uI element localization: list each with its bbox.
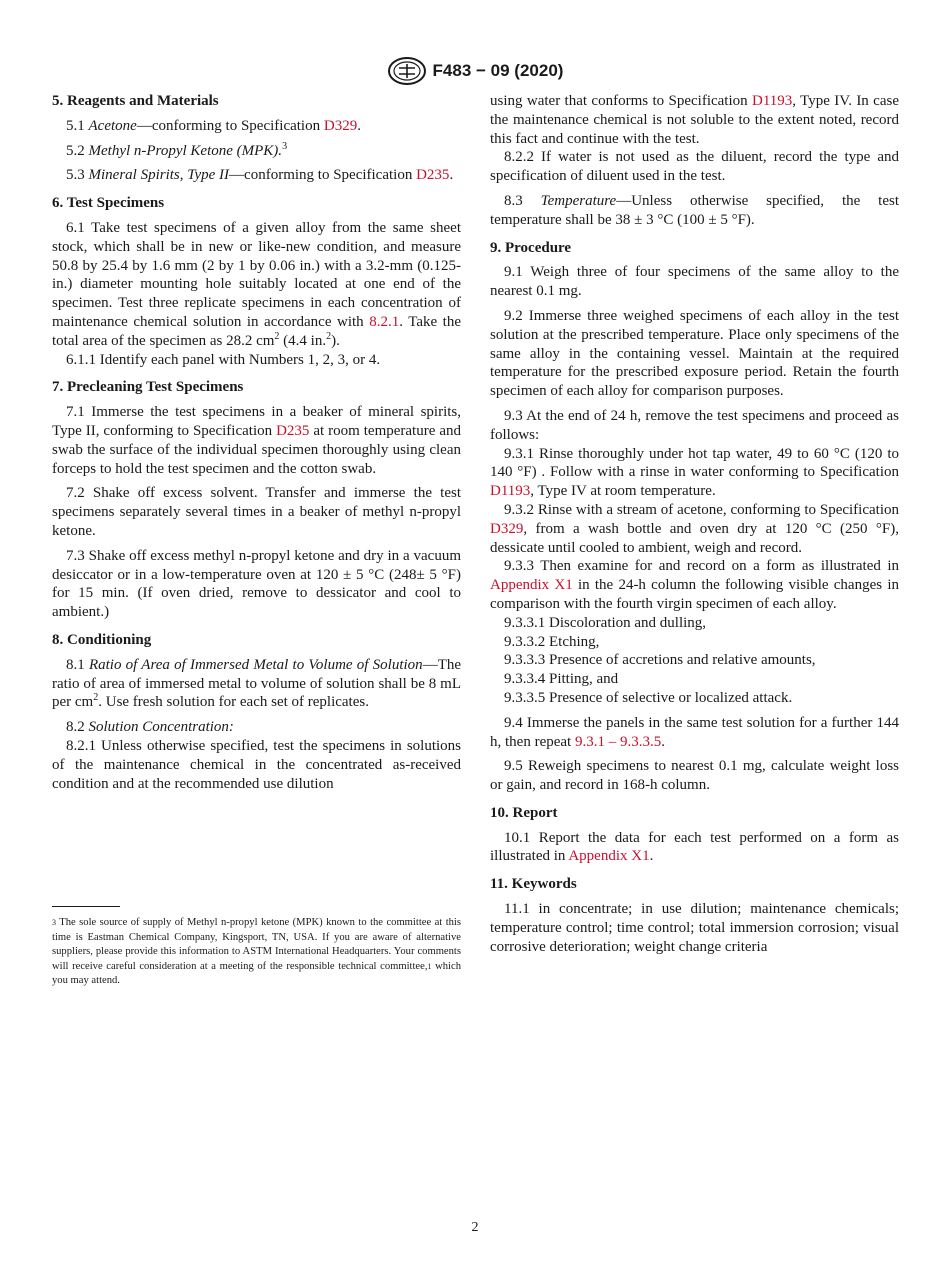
list-item: 9.3.3.1 Discoloration and dulling,: [504, 614, 707, 631]
section-8-heading: 8. Conditioning: [52, 631, 152, 648]
ref-link-d235[interactable]: D235: [416, 167, 450, 184]
para-6-1-1: 6.1.1 Identify each panel with Numbers 1, 2, 3, or 4.: [66, 351, 381, 368]
para-8-3: 8.3 Temperature—Unless otherwise specified, the test temperature shall be 38 ± 3 °C (100 ± 5 °F).: [490, 192, 900, 228]
ref-link-appendix-x1[interactable]: Appendix X1: [568, 848, 650, 865]
para-8-2-2: 8.2.2 If water is not used as the diluent, record the type and specification of diluent used in the test.: [490, 149, 899, 185]
list-item: 9.3.3.3 Presence of accretions and relative amounts,: [504, 652, 816, 669]
footnote-marker: 3: [282, 140, 288, 152]
para-6-1: 6.1 Take test specimens of a given alloy from the same sheet stock, which shall be in new or like-new condition, and measure 50.8 by 25.4 by 1.6 mm (2 by 1 by 0.06 in.) with a 3.2-mm (0.125-in.) diameter mounting hole suitably located at one end of the specimen. Test three replicate specimens in each concentration of maintenance chemical solution in accordance with 8.2.1. Take the total area of the specimen as 28.2 $cm^2$ (4.4 in.$^2$).: [52, 219, 461, 349]
list-item: 9.3.3.2 Etching,: [504, 633, 600, 650]
ref-link-9-3-1[interactable]: 9.3.1 – 9.3.3.5: [574, 733, 662, 750]
section-9-heading: 9. Procedure: [490, 239, 572, 256]
section-6-heading: 6. Test Specimens: [52, 195, 165, 212]
left-column: [52, 92, 461, 793]
section-5-heading: 5. Reagents and Materials: [52, 93, 219, 109]
section-10-heading: 10. Report: [490, 804, 558, 821]
ref-link-d1193[interactable]: D1193: [490, 483, 531, 500]
footnote: $^3$ The sole source of supply of Methyl n-propyl ketone (MPK) known to the committee at this time is Eastman Chemical Company, Kingsport, TN, USA. If you are aware of alternative suppliers, please provide this information to ASTM International Headquarters. Your comments will receive careful consideration at a meeting of the responsible technical committee,$^1$ which you may attend.: [52, 917, 461, 987]
document-id: F483 − 09 (2020): [432, 61, 564, 80]
para-5-1: 5.1 Acetone—conforming to Specification D329.: [66, 117, 361, 134]
para-9-3: 9.3 At the end of 24 h, remove the test specimens and proceed as follows:: [490, 407, 899, 443]
para-8-2-1-continued: using water that conforms to Specification D1193, Type IV. In case the maintenance chemical is not soluble to the extent noted, record this fact and continue with the test.: [490, 93, 899, 147]
para-8-2-1: 8.2.1 Unless otherwise specified, test the specimens in solutions of the maintenance chemical in the concentrated as-received condition and at the recommended use dilution: [52, 737, 461, 792]
ref-link-d329[interactable]: D329: [490, 520, 524, 537]
page-header: [0, 56, 950, 86]
right-column: [490, 92, 899, 956]
ref-link-8-2-1[interactable]: 8.2.1: [369, 313, 400, 330]
page-number: 2: [471, 1220, 479, 1235]
section-11-heading: 11. Keywords: [490, 876, 577, 893]
para-7-2: 7.2 Shake off excess solvent. Transfer and immerse the test specimens separately several times in a beaker of methyl n-propyl ketone.: [52, 485, 461, 539]
para-9-4: 9.4 Immerse the panels in the same test solution for a further 144 h, then repeat 9.3.1 – 9.3.3.5.: [490, 714, 899, 750]
para-9-1: 9.1 Weigh three of four specimens of the same alloy to the nearest 0.1 mg.: [490, 264, 899, 300]
ref-link-d329[interactable]: D329: [323, 117, 358, 134]
para-9-3-1: 9.3.1 Rinse thoroughly under hot tap water, 49 to 60 °C (120 to 140 °F) . Follow with a rinse in water conforming to Specification D1193, Type IV at room temperature.: [490, 445, 899, 500]
ref-link-d1193[interactable]: D1193: [752, 93, 793, 109]
para-10-1: 10.1 Report the data for each test performed on a form as illustrated in Appendix X1.: [490, 829, 899, 865]
para-9-3-2: 9.3.2 Rinse with a stream of acetone, conforming to Specification D329, from a wash bottle and oven dry at 120 °C (250 °F), dessicate until cooled to ambient, weigh and record.: [490, 501, 899, 556]
para-9-5: 9.5 Reweigh specimens to nearest 0.1 mg, calculate weight loss or gain, and record in 168-h column.: [490, 758, 899, 794]
section-7-heading: 7. Precleaning Test Specimens: [52, 379, 244, 396]
para-8-1: 8.1 Ratio of Area of Immersed Metal to Volume of Solution—The ratio of area of immersed metal to volume of solution shall be 8 mL per $cm^2$. Use fresh solution for each set of replicates.: [52, 656, 462, 711]
list-item: 9.3.3.5 Presence of selective or localized attack.: [504, 689, 793, 706]
astm-logo-icon: [387, 56, 427, 86]
ref-link-appendix-x1[interactable]: Appendix X1: [490, 577, 573, 594]
para-9-3-3: 9.3.3 Then examine for and record on a form as illustrated in Appendix X1 in the 24-h column the following visible changes in comparison with the fourth virgin specimen of each alloy.: [490, 558, 899, 612]
para-8-2: 8.2 Solution Concentration:: [66, 719, 234, 736]
ref-link-d235[interactable]: D235: [276, 422, 310, 439]
para-7-1: 7.1 Immerse the test specimens in a beaker of mineral spirits, Type II, conforming to Specification D235 at room temperature and swab the surface of the individual specimen thoroughly using clean forceps to hold the test specimen and the cotton swab.: [52, 404, 461, 477]
para-7-3: 7.3 Shake off excess methyl n-propyl ketone and dry in a vacuum desiccator or in a low-temperature oven at 120 ± 5 °C (248± 5 °F) for 15 min. (If oven dried, remove to dessicator and cool to ambient.): [52, 547, 461, 621]
para-5-2: 5.2 Methyl n-Propyl Ketone (MPK).$^3$: [66, 140, 288, 159]
para-5-3: 5.3 Mineral Spirits, Type II—conforming to Specification D235.: [66, 167, 454, 184]
para-11-1: 11.1 in concentrate; in use dilution; maintenance chemicals; temperature control; time control; total immersion corrosion; visual corrosive deterioration; weight change criteria: [490, 901, 899, 955]
list-item: 9.3.3.4 Pitting, and: [504, 671, 619, 688]
footnote-divider: [52, 906, 120, 907]
para-9-2: 9.2 Immerse three weighed specimens of each alloy in the test solution at the prescribed temperature. Place only specimens of the same alloy in the containing vessel. Maintain at the required temperature for the prescribed exposure period. Retain the fourth specimen of each alloy for comparison purposes.: [490, 307, 899, 400]
